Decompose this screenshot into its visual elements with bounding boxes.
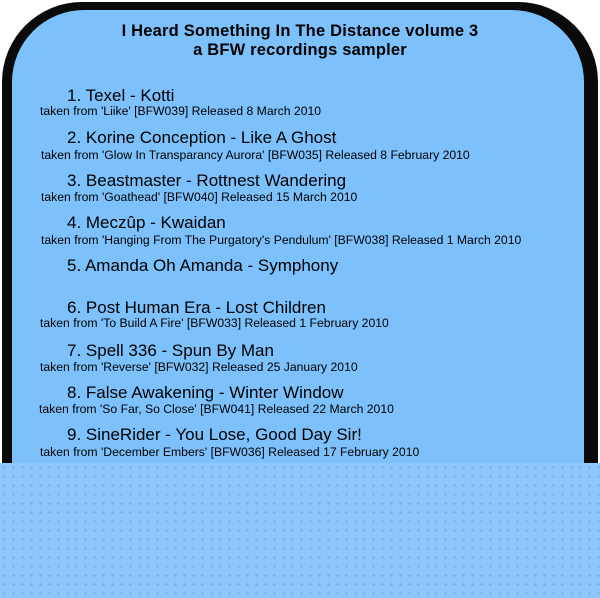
track-source-9: taken from 'December Embers' [BFW036] Released 17 February 2010 (40, 445, 420, 459)
track-title-6: 6. Post Human Era - Lost Children (67, 298, 326, 317)
track-source-3: taken from 'Goathead' [BFW040] Released 15 March 2010 (41, 190, 358, 204)
track-source-1: taken from 'Liike' [BFW039] Released 8 March 2010 (40, 104, 322, 118)
track-source-7: taken from 'Reverse' [BFW032] Released 25 January 2010 (40, 360, 358, 374)
track-title-2: 2. Korine Conception - Like A Ghost (67, 128, 337, 147)
track-title-3: 3. Beastmaster - Rottnest Wandering (67, 171, 347, 190)
track-title-8: 8. False Awakening - Winter Window (67, 383, 344, 402)
track-title-1: 1. Texel - Kotti (67, 86, 175, 105)
dotted-pattern-overlay (0, 463, 600, 598)
track-source-6: taken from 'To Build A Fire' [BFW033] Released 1 February 2010 (40, 316, 389, 330)
track-title-9: 9. SineRider - You Lose, Good Day Sir! (67, 425, 362, 444)
track-source-8: taken from 'So Far, So Close' [BFW041] Released 22 March 2010 (39, 402, 394, 416)
album-title: I Heard Something In The Distance volume 3 (121, 22, 479, 40)
track-title-4: 4. Meczûp - Kwaidan (67, 213, 226, 232)
album-subtitle: a BFW recordings sampler (193, 41, 407, 59)
track-title-5: 5. Amanda Oh Amanda - Symphony (67, 256, 339, 275)
track-title-7: 7. Spell 336 - Spun By Man (67, 341, 274, 360)
track-source-2: taken from 'Glow In Transparancy Aurora' [BFW035] Released 8 February 2010 (41, 148, 470, 162)
track-source-4: taken from 'Hanging From The Purgatory's Pendulum' [BFW038] Released 1 March 2010 (41, 233, 522, 247)
